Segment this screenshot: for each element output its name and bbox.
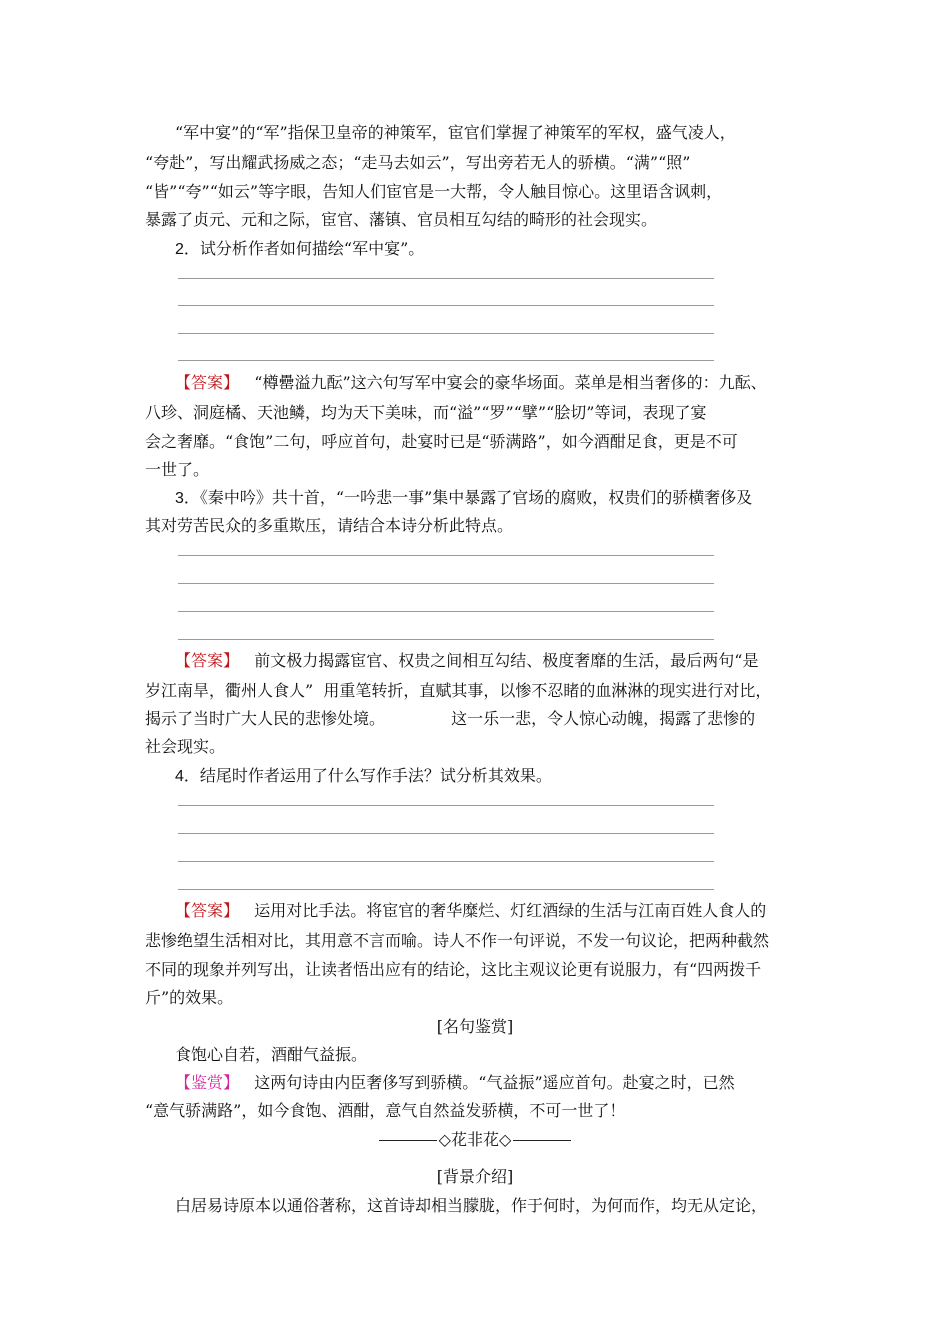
answer-4-text: 运用对比手法。将宦官的奢华糜烂、灯红酒绿的生活与江南百姓人食人的 (254, 901, 767, 920)
background-text: 白居易诗原本以通俗著称，这首诗却相当朦胧，作于何时，为何而作，均无从定论， (175, 1196, 768, 1215)
answer-4-line-2: 悲惨绝望生活相对比，其用意不言而喻。诗人不作一句评说，不发一句议论，把两种截然 (145, 931, 770, 950)
answer-line (178, 639, 714, 640)
question-3-line-1 (175, 487, 752, 509)
answer-tag: 【答案】 (175, 901, 240, 920)
answer-line (178, 583, 714, 584)
question-4-text: 结尾时作者运用了什么写作手法？试分析其效果。 (199, 766, 552, 785)
question-4 (175, 765, 552, 787)
answer-2-text: “樽罍溢九酝”这六句写军中宴会的豪华场面。菜单是相当奢侈的：九酝、 (254, 373, 767, 392)
famous-heading: [名句鉴赏] (436, 1017, 514, 1036)
divider (513, 1140, 571, 1141)
famous-quote: 食饱心自若，酒酣气益振。 (175, 1045, 368, 1064)
answer-3-line-4: 社会现实。 (145, 737, 226, 756)
question-3-text: 《秦中吟》共十首，“一吟悲一事”集中暴露了官场的腐败，权贵们的骄横奢侈及 (199, 488, 753, 507)
answer-line (178, 889, 714, 890)
question-2-number: 2． (175, 241, 200, 258)
diamond-icon: ◇ (499, 1130, 512, 1149)
answer-line (178, 805, 714, 806)
answer-3-line-1 (175, 650, 758, 672)
answer-2-line-1 (175, 372, 767, 394)
answer-2-line-2: 八珍、洞庭橘、天池鳞，均为天下美味，而“溢”“罗”“擘”“脍切”等词，表现了宴 (145, 403, 707, 422)
answer-4-line-3: 不同的现象并列写出，让读者悟出应有的结论，这比主观议论更有说服力，有“四两拨千 (145, 960, 762, 979)
answer-line (178, 278, 714, 279)
appreciation-line-1 (175, 1072, 735, 1094)
question-4-number: 4． (175, 768, 200, 785)
answer-line (178, 305, 714, 306)
divider (379, 1140, 437, 1141)
question-2 (175, 238, 424, 260)
para1-line-4: 暴露了贞元、元和之际，宦官、藩镇、官员相互勾结的畸形的社会现实。 (145, 210, 658, 229)
question-3-number: 3． (175, 490, 200, 507)
answer-line (178, 611, 714, 612)
appreciation-line-2: “意气骄满路”，如今食饱、酒酣，意气自然益发骄横，不可一世了！ (145, 1101, 626, 1120)
answer-line (178, 861, 714, 862)
appreciation-tag: 【鉴赏】 (175, 1073, 240, 1092)
answer-3-line-2: 岁江南旱，衢州人食人” 用重笔转折，直赋其事，以惨不忍睹的血淋淋的现实进行对比， (145, 681, 772, 700)
answer-line (178, 360, 714, 361)
answer-4-line-4: 斤”的效果。 (145, 988, 234, 1007)
poem-title: 花非花 (450, 1130, 499, 1149)
para1-line-2: “夸赴”，写出耀武扬威之态；“走马去如云”，写出旁若无人的骄横。“满”“照” (145, 153, 691, 172)
answer-tag: 【答案】 (175, 373, 240, 392)
question-3-line-2: 其对劳苦民众的多重欺压，请结合本诗分析此特点。 (145, 516, 514, 535)
answer-3-line-3: 揭示了当时广大人民的悲惨处境。 这一乐一悲，令人惊心动魄，揭露了悲惨的 (145, 709, 756, 728)
answer-line (178, 333, 714, 334)
background-heading: [背景介绍] (436, 1167, 514, 1186)
answer-line (178, 833, 714, 834)
question-2-text: 试分析作者如何描绘“军中宴”。 (199, 239, 425, 258)
answer-4-line-1 (175, 900, 766, 922)
answer-3-text: 前文极力揭露宦官、权贵之间相互勾结、极度奢靡的生活，最后两句“是 (254, 651, 759, 670)
poem-title-row (0, 1129, 950, 1151)
answer-2-line-4: 一世了。 (145, 460, 210, 479)
answer-line (178, 555, 714, 556)
answer-tag: 【答案】 (175, 651, 240, 670)
para1-line-1: “军中宴”的“军”指保卫皇帝的神策军，宦官们掌握了神策军的军权，盛气凌人， (175, 123, 736, 142)
appreciation-text: 这两句诗由内臣奢侈写到骄横。“气益振”遥应首句。赴宴之时，已然 (254, 1073, 735, 1092)
answer-2-line-3: 会之奢靡。“食饱”二句，呼应首句，赴宴时已是“骄满路”，如今酒酣足食，更是不可 (145, 432, 738, 451)
para1-line-3: “皆”“夸”“如云”等字眼，告知人们宦官是一大帮，令人触目惊心。这里语含讽刺， (145, 182, 723, 201)
diamond-icon: ◇ (438, 1130, 451, 1149)
